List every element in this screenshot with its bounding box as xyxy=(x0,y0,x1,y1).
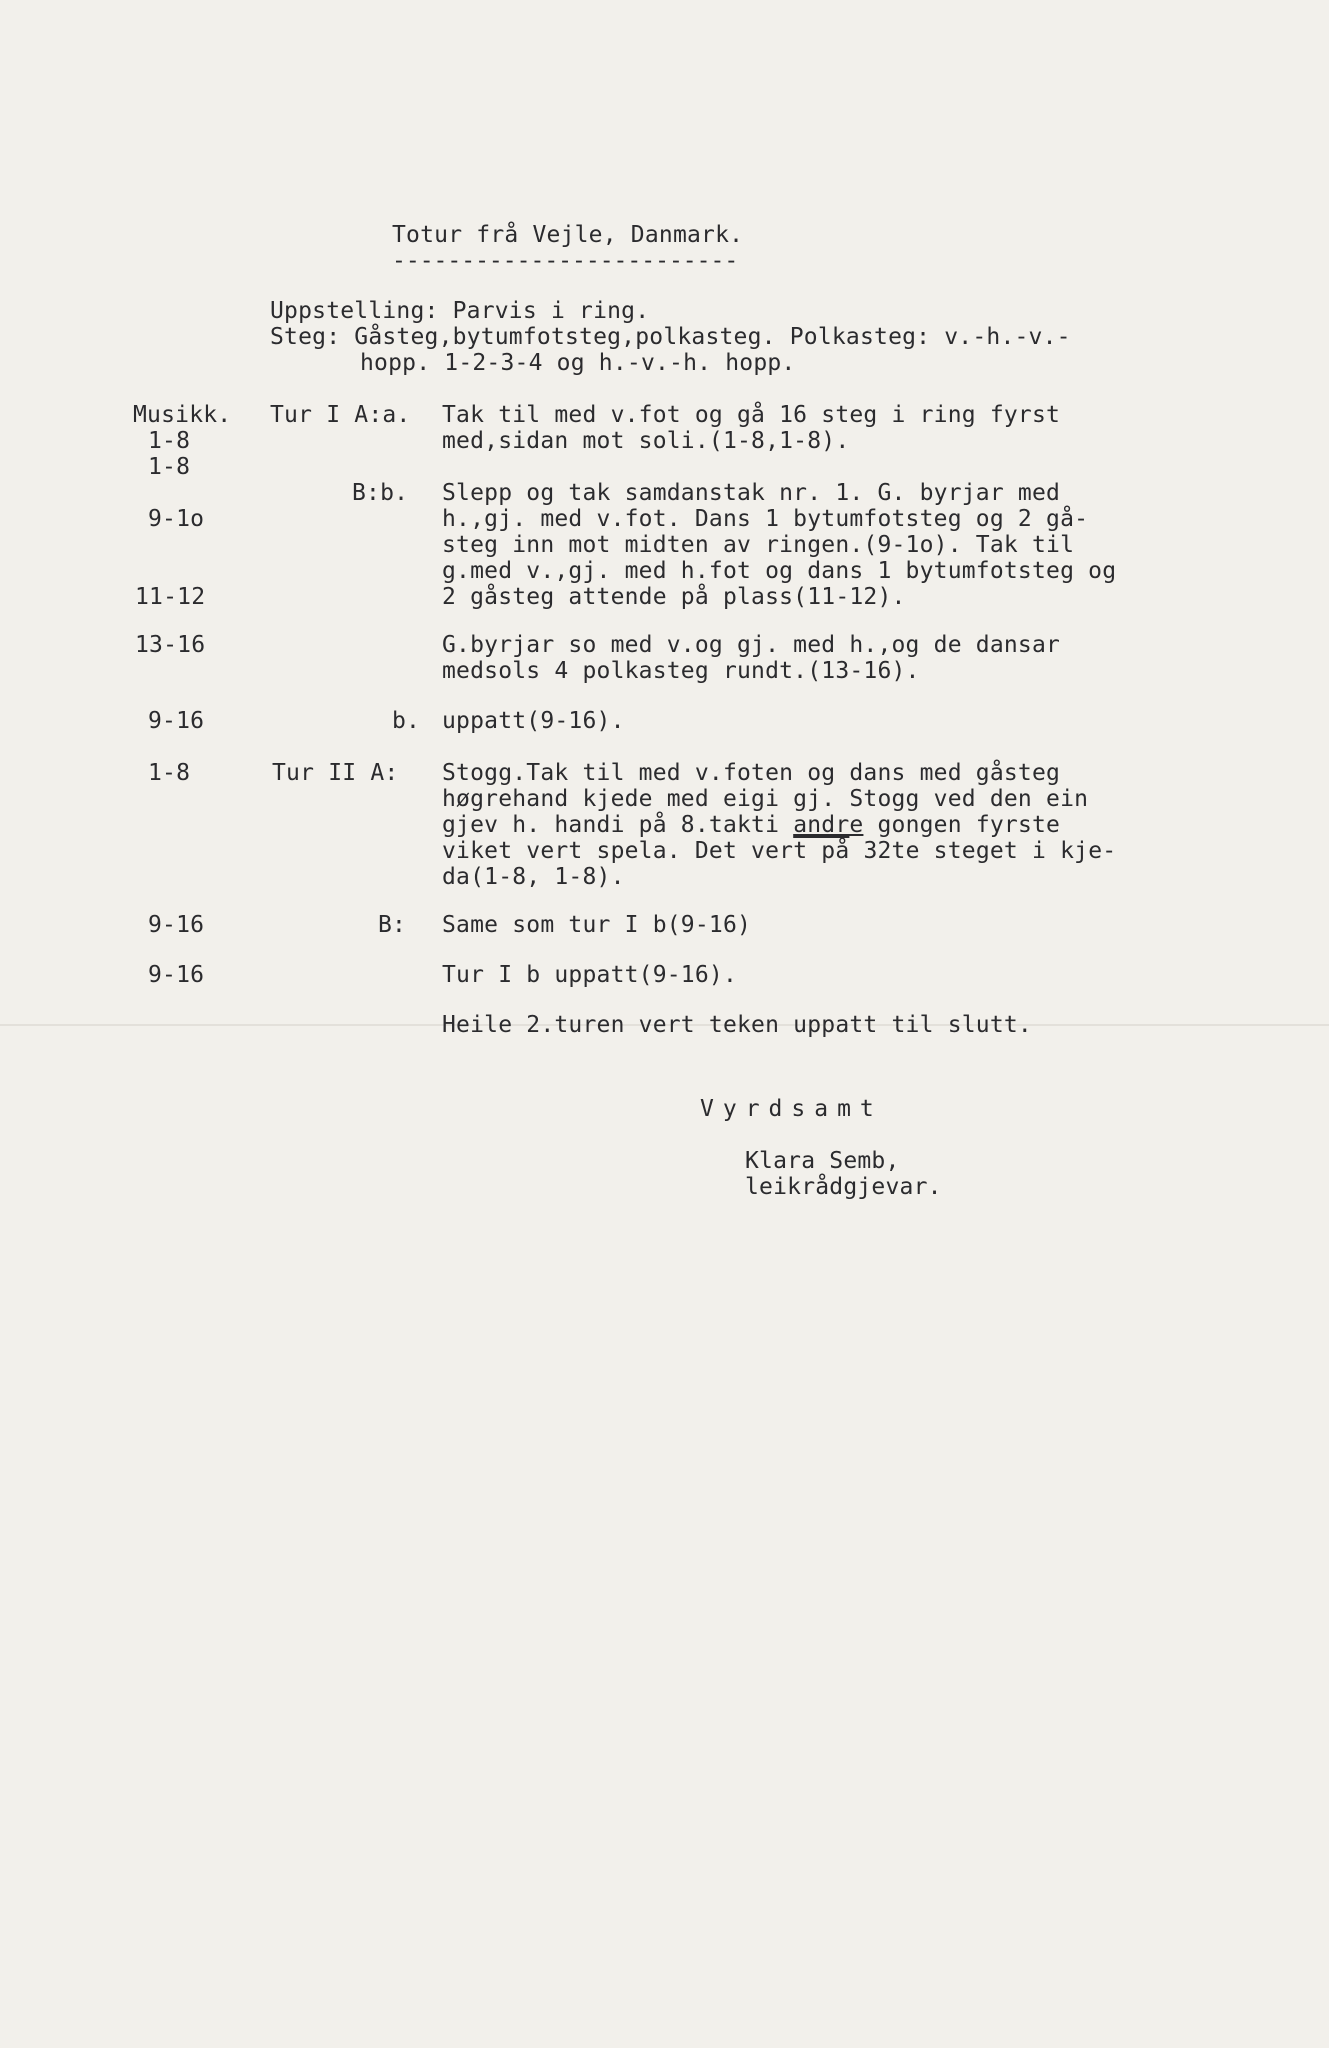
signature-name: Klara Semb, xyxy=(745,1148,900,1174)
tur-1-b-line-4: g.med v.,gj. med h.fot og dans 1 bytumfotsteg og xyxy=(442,558,1117,584)
setup-line: Uppstelling: Parvis i ring. xyxy=(270,298,650,324)
music-column-label: Musikk. xyxy=(133,402,232,428)
line-4-start: viket vert spela. Det ver xyxy=(442,838,794,864)
tur-1-a-line-1: Tak til med v.fot og gå 16 steg i ring fyrst xyxy=(442,402,1061,428)
tur-1-b-repeat-label: b. xyxy=(392,708,421,734)
tur-1-b-cont-line-1: G.byrjar so med v.og gj. med h.,og de dansar xyxy=(442,632,1061,658)
bars-11-12: 11-12 xyxy=(135,584,206,610)
tur-2-b-repeat-text: Tur I b uppatt(9-16). xyxy=(442,962,737,988)
tur-1-b-line-3: steg inn mot midten av ringen.(9-1o). Tak til xyxy=(442,532,1075,558)
tur-2-a-line-5: da(1-8, 1-8). xyxy=(442,864,625,890)
bars-1-8-c: 1-8 xyxy=(148,760,191,786)
line-3-end: gongen fyrste xyxy=(863,812,1061,838)
tur-2-a-line-2: høgrehand kjede med eigi gj. Stogg ved den ein xyxy=(442,786,1089,812)
bars-1-8-a: 1-8 xyxy=(148,428,191,454)
tur-1-b-line-5: 2 gåsteg attende på plass(11-12). xyxy=(442,584,906,610)
bars-9-16-c: 9-16 xyxy=(148,962,205,988)
steps-line-2: hopp. 1-2-3-4 og h.-v.-h. hopp. xyxy=(360,350,796,376)
bars-9-16-a: 9-16 xyxy=(148,708,205,734)
tur-2-b-text: Same som tur I b(9-16) xyxy=(442,912,752,938)
bars-13-16: 13-16 xyxy=(135,632,206,658)
tur-2-a-line-1: Stogg.Tak til med v.foten og dans med gåsteg xyxy=(442,760,1061,786)
line-3-start: gjev h. handi på 8.takti xyxy=(442,812,794,838)
tur-2-a-label: Tur II A: xyxy=(272,760,399,786)
tur-1-b-line-2: h.,gj. med v.fot. Dans 1 bytumfotsteg og 2 gå- xyxy=(442,506,1089,532)
bars-9-16-b: 9-16 xyxy=(148,912,205,938)
tur-1-b-repeat-text: uppatt(9-16). xyxy=(442,708,625,734)
bars-9-10: 9-1o xyxy=(148,506,205,532)
title-underline: ------------------------- xyxy=(392,248,739,274)
repeat-note: Heile 2.turen vert teken uppatt til slutt. xyxy=(442,1012,1032,1038)
tur-1-a-line-2: med,sidan mot soli.(1-8,1-8). xyxy=(442,428,850,454)
tur-1-b-line-1: Slepp og tak samdanstak nr. 1. G. byrjar med xyxy=(442,480,1061,506)
closing-regards: Vyrdsamt xyxy=(700,1096,883,1122)
steps-line-1: Steg: Gåsteg,bytumfotsteg,polkasteg. Polkasteg: v.-h.-v.- xyxy=(270,324,1071,350)
tur-2-a-line-3 xyxy=(442,812,1060,838)
document-title: Totur frå Vejle, Danmark. xyxy=(392,222,744,248)
overlined-words: t på xyxy=(793,838,850,864)
tur-1-a-label: Tur I A:a. xyxy=(270,402,411,428)
underlined-word: andre xyxy=(793,812,864,838)
tur-2-a-line-4 xyxy=(442,838,1116,864)
bars-1-8-b: 1-8 xyxy=(148,454,191,480)
tur-1-b-cont-line-2: medsols 4 polkasteg rundt.(13-16). xyxy=(442,658,920,684)
tur-1-b-label: B:b. xyxy=(352,480,409,506)
signature-role: leikrådgjevar. xyxy=(745,1174,942,1200)
line-4-end: 32te steget i kje- xyxy=(849,838,1117,864)
tur-2-b-label: B: xyxy=(378,912,407,938)
